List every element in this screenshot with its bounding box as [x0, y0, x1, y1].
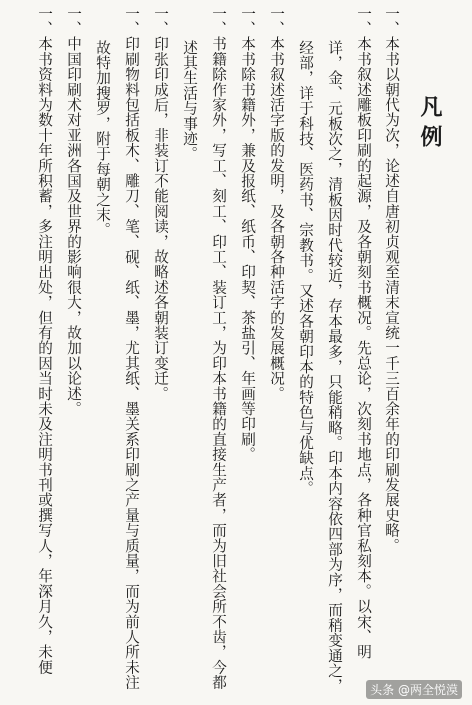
- page-title: 凡例: [417, 95, 443, 155]
- column-5: 一、本书叙述活字版的发明，及各朝各种活字的发展概况。: [268, 6, 285, 402]
- column-4: 经部，详于科技、医药书、宗教书。又述各朝印本的特色与优缺点。: [297, 40, 314, 496]
- column-11: 故特加搜罗，附于每朝之末。: [94, 40, 111, 238]
- column-2: 一、本书叙述雕板印刷的起源，及各朝刻书概况。先总论，次刻书地点，各种官私刻本。以宋、明: [355, 6, 372, 660]
- column-9: 一、印张印成后，非装订不能阅读，故略述各朝装订变迁。: [152, 6, 169, 402]
- watermark-label: 头条 @两全悦漠: [366, 680, 462, 699]
- column-10: 一、印刷物料包括板木、雕刀、笔、砚、纸、墨，尤其纸、墨关系印刷之产量与质量，而为前人所未注: [123, 6, 140, 690]
- column-1: 一、本书以朝代为次，论述自唐初贞观至清末宣统一千三百余年的印刷发展史略。: [383, 6, 400, 554]
- column-13: 一、本书资料为数十年所积蓄，多注明出处，但有的因当时未及注明书刊或撰写人，年深月久，未便: [36, 6, 53, 675]
- column-8: 述其生活与事迹。: [181, 40, 198, 162]
- column-6: 一、本书除书籍外，兼及报纸、纸币、印契、茶盐引、年画等印刷。: [239, 6, 256, 462]
- column-7: 一、书籍除作家外，写工、刻工、印工、装订工，为印本书籍的直接生产者，而为旧社会所不齿，今都: [210, 6, 227, 690]
- column-3: 详，金、元板次之，清板因时代较近，存本最多，只能稍略。印本内容依四部为序，而稍变通之，: [326, 40, 343, 694]
- column-12: 一、中国印刷术对亚洲各国及世界的影响很大，故加以论述。: [65, 6, 82, 417]
